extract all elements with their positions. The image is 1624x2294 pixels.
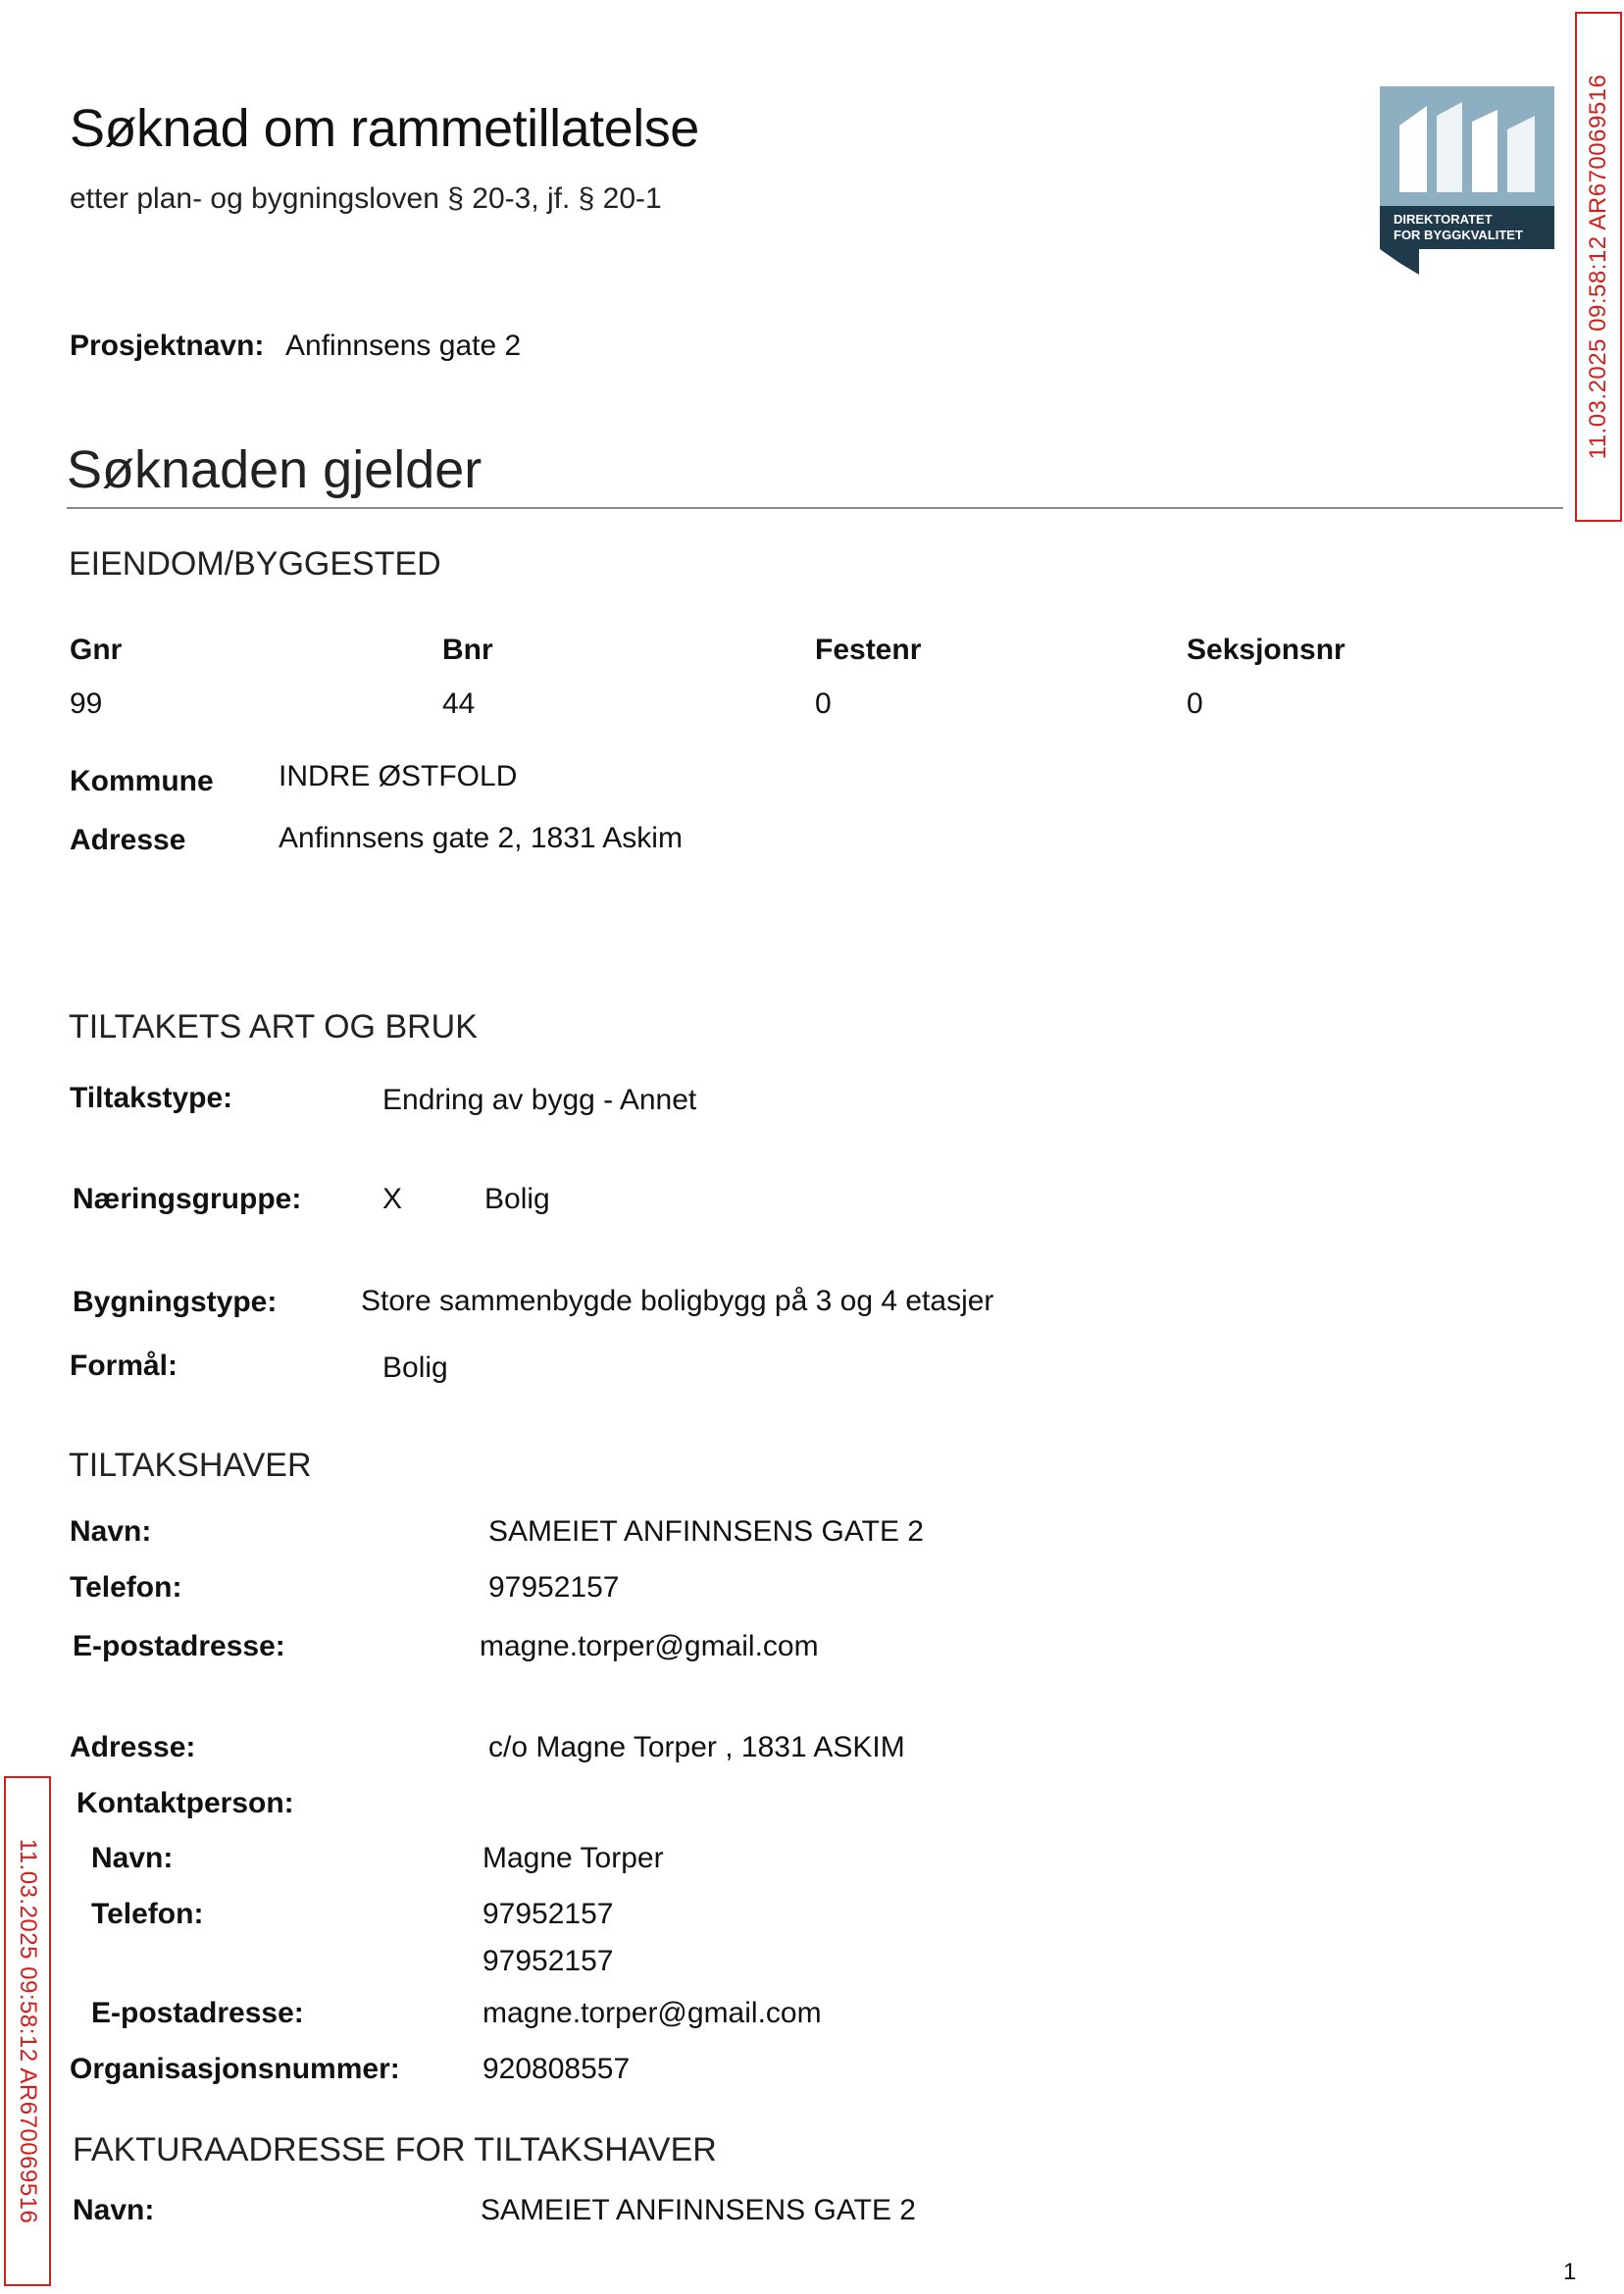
formal-label: Formål:: [70, 1350, 178, 1382]
tiltakshaver-epost-value: magne.torper@gmail.com: [480, 1630, 819, 1662]
naeringsgruppe-value: Bolig: [484, 1183, 550, 1215]
adresse-value: Anfinnsens gate 2, 1831 Askim: [279, 822, 683, 854]
kontakt-navn-value: Magne Torper: [482, 1842, 664, 1874]
property-heading: EIENDOM/BYGGESTED: [69, 545, 441, 583]
formal-value: Bolig: [382, 1351, 448, 1384]
section-title: Søknaden gjelder: [67, 440, 482, 499]
tiltak-heading: TILTAKETS ART OG BRUK: [69, 1008, 478, 1045]
received-stamp-left-text: 11.03.2025 09:58:12 AR670069516: [15, 1838, 41, 2224]
tiltakstype-label: Tiltakstype:: [70, 1082, 233, 1114]
bygningstype-value: Store sammenbygde boligbygg på 3 og 4 etasjer: [361, 1285, 994, 1317]
tiltakshaver-heading: TILTAKSHAVER: [69, 1447, 312, 1484]
received-stamp-top-text: 11.03.2025 09:58:12 AR670069516: [1585, 74, 1611, 460]
project-name-value: Anfinnsens gate 2: [285, 330, 522, 362]
gnr-value: 99: [70, 688, 103, 720]
document-title: Søknad om rammetillatelse: [70, 99, 699, 158]
tiltakshaver-epost-label: E-postadresse:: [73, 1630, 285, 1662]
kontakt-telefon-value-2: 97952157: [482, 1945, 614, 1977]
page-number: 1: [1563, 2259, 1577, 2285]
received-stamp-top: [1575, 12, 1622, 522]
kommune-value: INDRE ØSTFOLD: [279, 760, 518, 792]
kommune-label: Kommune: [70, 765, 214, 797]
dibk-logo-graphic: [1380, 86, 1554, 275]
tiltakshaver-adresse-value: c/o Magne Torper , 1831 ASKIM: [488, 1731, 905, 1763]
faktura-navn-label: Navn:: [73, 2194, 155, 2226]
section-divider: [67, 507, 1563, 509]
kontakt-telefon-value: 97952157: [482, 1898, 614, 1930]
logo-text-line1: DIREKTORATET: [1394, 212, 1493, 227]
seksjonsnr-value: 0: [1187, 688, 1203, 720]
received-stamp-left: [4, 1776, 51, 2286]
kontakt-navn-label: Navn:: [91, 1842, 174, 1874]
tiltakshaver-telefon-value: 97952157: [488, 1571, 620, 1604]
orgnr-value: 920808557: [482, 2053, 631, 2085]
kontakt-epost-label: E-postadresse:: [91, 1997, 304, 2029]
tiltakshaver-adresse-label: Adresse:: [70, 1731, 196, 1763]
bnr-label: Bnr: [442, 634, 493, 666]
naeringsgruppe-label: Næringsgruppe:: [73, 1183, 302, 1215]
dibk-logo: [1380, 86, 1554, 275]
document-subtitle: etter plan- og bygningsloven § 20-3, jf. § 20-1: [70, 182, 662, 215]
festenr-label: Festenr: [815, 634, 922, 666]
faktura-navn-value: SAMEIET ANFINNSENS GATE 2: [481, 2194, 916, 2226]
naeringsgruppe-code: X: [382, 1183, 403, 1215]
kontakt-telefon-label: Telefon:: [91, 1898, 204, 1930]
logo-text-line2: FOR BYGGKVALITET: [1394, 228, 1523, 242]
orgnr-label: Organisasjonsnummer:: [70, 2053, 400, 2085]
project-name-label: Prosjektnavn:: [70, 330, 265, 362]
tiltakshaver-navn-value: SAMEIET ANFINNSENS GATE 2: [488, 1515, 924, 1548]
adresse-label: Adresse: [70, 824, 186, 856]
bnr-value: 44: [442, 688, 476, 720]
gnr-label: Gnr: [70, 634, 123, 666]
tiltakstype-value: Endring av bygg - Annet: [382, 1084, 697, 1116]
kontaktperson-label: Kontaktperson:: [76, 1787, 294, 1819]
seksjonsnr-label: Seksjonsnr: [1187, 634, 1345, 666]
tiltakshaver-telefon-label: Telefon:: [70, 1571, 182, 1604]
faktura-heading: FAKTURAADRESSE FOR TILTAKSHAVER: [73, 2131, 717, 2168]
bygningstype-label: Bygningstype:: [73, 1286, 278, 1318]
kontakt-epost-value: magne.torper@gmail.com: [482, 1997, 822, 2029]
festenr-value: 0: [815, 688, 832, 720]
tiltakshaver-navn-label: Navn:: [70, 1515, 152, 1548]
